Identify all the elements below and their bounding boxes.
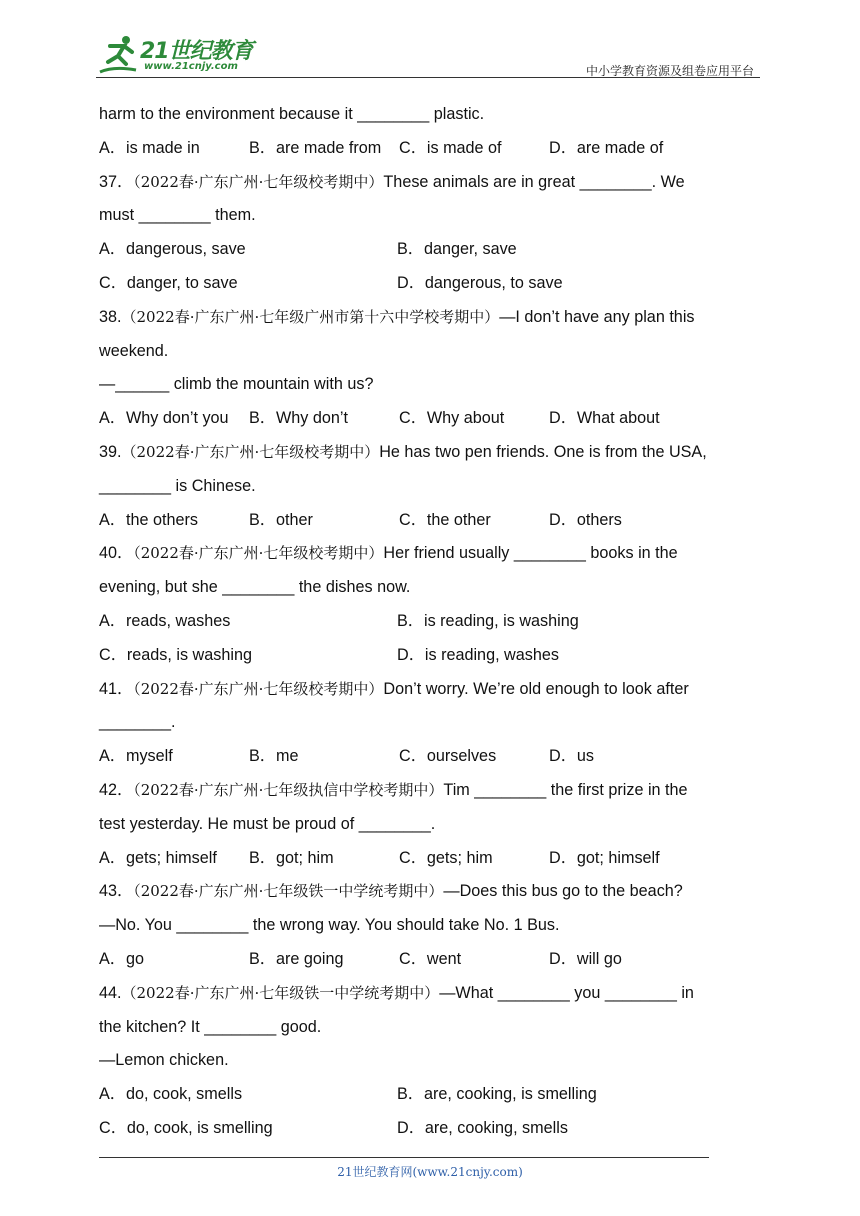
question-number: 42． [99,780,134,799]
question-number: 37． [99,172,134,191]
answer-options [99,1112,763,1146]
question-source: （2022春·广东广州·七年级校考期中） [121,442,380,461]
answer-option: B．danger, save [397,240,517,259]
footer-divider [99,1157,709,1158]
question-number: 40． [99,544,134,563]
answer-option: A．reads, washes [99,611,231,630]
text-line: harm to the environment because it ________ plastic. [99,105,485,123]
question-stem [99,436,763,470]
answer-option: A．gets; himself [99,848,217,867]
text-line: ________. [99,713,176,732]
answer-option: A．Why don’t you [99,409,229,428]
answer-options [99,402,763,436]
site-logo [96,30,266,78]
logo-url: www.21cnjy.com [144,61,238,72]
text-line: —Lemon chicken. [99,1051,229,1070]
answer-option: C．Why about [399,409,505,428]
question-text: These animals are in great ________. We [383,172,685,191]
answer-option: C．danger, to save [99,273,238,292]
answer-option: C．do, cook, is smelling [99,1118,273,1137]
question-source: （2022春·广东广州·七年级执信中学校考期中） [133,780,444,799]
answer-option: B．other [249,510,313,529]
answer-options [99,504,763,538]
answer-option: D．others [549,510,622,529]
answer-option: C．reads, is washing [99,645,252,664]
answer-option: A．the others [99,510,198,529]
runner-logo-icon [96,32,142,76]
answer-option: B．got; him [249,848,334,867]
answer-option: D．What about [549,409,660,428]
question-source: （2022春·广东广州·七年级校考期中） [133,172,384,191]
question-text: —What ________ you ________ in [439,983,694,1002]
question-stem [99,977,763,1011]
question-stem [99,774,763,808]
answer-option: D．is reading, washes [397,645,559,664]
answer-option: D．dangerous, to save [397,273,563,292]
question-text: Her friend usually ________ books in the [383,544,678,563]
text-line: ________ is Chinese. [99,476,256,495]
text-line: evening, but she ________ the dishes now. [99,578,411,597]
answer-option: A．do, cook, smells [99,1085,243,1104]
question-list [99,98,763,1146]
answer-options [99,842,763,876]
answer-option: C．is made of [399,138,502,157]
page-header [96,30,760,78]
question-source: （2022春·广东广州·七年级校考期中） [133,544,384,563]
answer-option: D．are, cooking, smells [397,1118,568,1137]
answer-option: B．me [249,747,299,766]
logo-text: 21世纪教育 [140,39,253,64]
question-number: 44. [99,983,122,1002]
answer-options [99,740,763,774]
answer-option: C．the other [399,510,491,529]
answer-options [99,1078,763,1112]
question-stem [99,537,763,571]
answer-options [99,943,763,977]
answer-option: D．got; himself [549,848,660,867]
header-divider [96,77,760,78]
question-stem [99,673,763,707]
question-text: —Does this bus go to the beach? [443,882,683,901]
answer-option: D．us [549,747,594,766]
answer-option: C．gets; him [399,848,493,867]
question-number: 43． [99,882,134,901]
question-number: 41． [99,679,134,698]
answer-option: C．went [399,949,462,968]
text-line: —No. You ________ the wrong way. You should take No. 1 Bus. [99,916,560,935]
answer-option: B．Why don’t [249,409,348,428]
answer-option: B．are made from [249,138,382,157]
answer-option: B．is reading, is washing [397,611,579,630]
question-number: 38. [99,307,122,326]
answer-options [99,233,763,267]
answer-option: D．are made of [549,138,664,157]
answer-option: B．are, cooking, is smelling [397,1085,597,1104]
question-source: （2022春·广东广州·七年级校考期中） [133,679,384,698]
answer-option: B．are going [249,949,344,968]
text-line: must ________ them. [99,206,256,225]
footer-text: 21世纪教育网(www.21cnjy.com) [337,1165,523,1179]
question-text: He has two pen friends. One is from the USA, [379,442,707,461]
text-line: test yesterday. He must be proud of ________. [99,814,436,833]
question-source: （2022春·广东广州·七年级铁一中学统考期中） [121,983,440,1002]
question-text: Tim ________ the first prize in the [443,780,688,799]
question-stem [99,875,763,909]
answer-options [99,267,763,301]
answer-options [99,132,763,166]
answer-options [99,605,763,639]
answer-option: A．is made in [99,138,200,157]
answer-option: A．go [99,949,144,968]
question-source: （2022春·广东广州·七年级广州市第十六中学校考期中） [121,307,500,326]
question-source: （2022春·广东广州·七年级铁一中学统考期中） [133,882,444,901]
answer-option: A．dangerous, save [99,240,246,259]
question-stem [99,301,763,335]
question-text: —I don’t have any plan this [499,307,695,326]
text-line: —______ climb the mountain with us? [99,375,374,394]
answer-option: A．myself [99,747,173,766]
question-number: 39. [99,442,122,461]
text-line: weekend. [99,341,169,360]
answer-options [99,639,763,673]
question-text: Don’t worry. We’re old enough to look after [383,679,689,698]
answer-option: C．ourselves [399,747,497,766]
header-platform-title: 中小学教育资源及组卷应用平台 [585,64,754,78]
answer-option: D．will go [549,949,622,968]
text-line: the kitchen? It ________ good. [99,1017,322,1036]
question-stem [99,166,763,200]
